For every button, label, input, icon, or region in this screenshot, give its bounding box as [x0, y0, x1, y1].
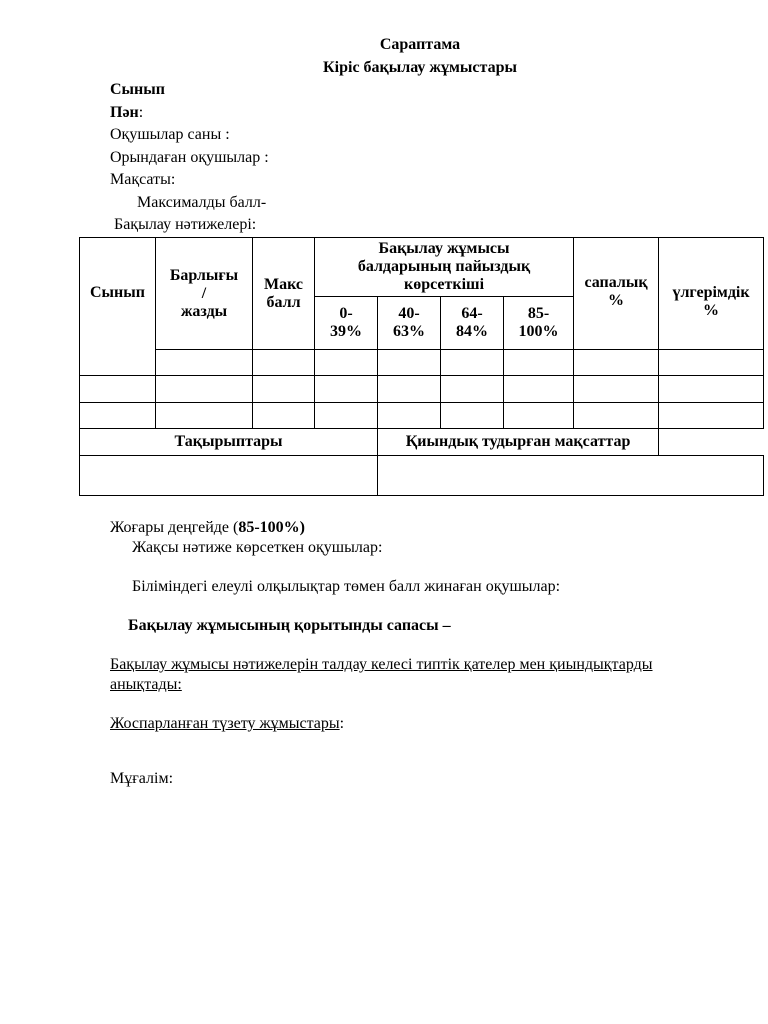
subject-colon: : [138, 104, 144, 121]
table-cell [659, 429, 764, 456]
table-cell[interactable] [504, 350, 574, 376]
range2-line1: 40- [398, 305, 420, 322]
table-cell[interactable] [441, 376, 504, 403]
header-max-line1: Макс [263, 275, 304, 293]
table-cell[interactable] [253, 403, 315, 429]
table-cell[interactable] [253, 376, 315, 403]
header-percentage-group [315, 238, 574, 297]
header-total [156, 238, 253, 350]
table-cell[interactable] [80, 376, 156, 403]
difficult-goals-cell[interactable] [378, 456, 764, 496]
header-total-line2: / [201, 284, 207, 302]
header-range-85-100 [504, 297, 574, 350]
difficult-goals-header: Қиындық тудырған мақсаттар [378, 429, 659, 456]
header-max-score [253, 238, 315, 350]
header-total-line1: Барлығы [169, 266, 239, 284]
header-quality [574, 238, 659, 350]
table-cell[interactable] [441, 403, 504, 429]
range3-line1: 64- [461, 305, 483, 322]
table-cell[interactable] [378, 403, 441, 429]
teacher-label: Мұғалім: [110, 770, 174, 787]
table-cell[interactable] [504, 403, 574, 429]
good-result-label: Жақсы нәтиже көрсеткен оқушылар: [132, 539, 383, 556]
table-cell[interactable] [659, 403, 764, 429]
table-cell[interactable] [315, 376, 378, 403]
document-subtitle: Кіріс бақылау жұмыстары [323, 59, 517, 76]
final-quality-label: Бақылау жұмысының қорытынды сапасы – [128, 617, 451, 634]
high-level-range: 85-100%) [238, 519, 305, 536]
results-table [79, 237, 764, 496]
class-label: Сынып [110, 81, 165, 98]
table-row [80, 376, 764, 403]
header-progress [659, 238, 764, 350]
analysis-line1: Бақылау жұмысы нәтижелерін талдау келесі типтік қателер мен қиындықтарды [110, 656, 653, 673]
table-cell[interactable] [574, 403, 659, 429]
max-score-label: Максималды балл- [137, 194, 267, 211]
gaps-label: Біліміндегі елеулі олқылықтар төмен балл жинаған оқушылар: [132, 578, 561, 595]
header-range-64-84 [441, 297, 504, 350]
topics-cell[interactable] [80, 456, 378, 496]
range4-line2: 100% [518, 323, 559, 340]
students-count-label: Оқушылар саны : [110, 126, 230, 143]
header-range-40-63 [378, 297, 441, 350]
header-total-line3: жазды [180, 302, 228, 320]
high-level-line [110, 518, 305, 538]
corrective-line [110, 714, 344, 734]
high-level-prefix: Жоғары деңгейде ( [110, 519, 239, 536]
table-row [80, 350, 764, 376]
header-range-0-39 [315, 297, 378, 350]
table-cell[interactable] [315, 350, 378, 376]
table-cell[interactable] [156, 350, 253, 376]
table-cell[interactable] [441, 350, 504, 376]
header-progress-line2: % [703, 302, 720, 319]
table-row [80, 403, 764, 429]
table-cell[interactable] [253, 350, 315, 376]
table-cell[interactable] [315, 403, 378, 429]
document-title: Сараптама [379, 36, 461, 53]
table-cell[interactable] [156, 403, 253, 429]
header-quality-line1: сапалық [584, 274, 648, 291]
range1-line1: 0- [339, 305, 353, 322]
table-cell[interactable] [659, 376, 764, 403]
group-line2: балдарының пайыздық [357, 258, 531, 275]
table-cell[interactable] [156, 376, 253, 403]
table-cell[interactable] [378, 376, 441, 403]
table-cell[interactable] [504, 376, 574, 403]
topics-header: Тақырыптары [80, 429, 378, 456]
goals-label: Мақсаты: [110, 171, 176, 188]
header-max-line2: балл [266, 293, 301, 311]
group-line3: көрсеткіші [404, 276, 485, 293]
header-class: Сынып [80, 238, 156, 376]
header-quality-line2: % [608, 292, 625, 309]
analysis-line2: анықтады: [110, 676, 182, 693]
table-cell[interactable] [574, 350, 659, 376]
group-line1: Бақылау жұмысы [378, 240, 510, 257]
range4-line1: 85- [527, 305, 550, 322]
corrective-colon: : [339, 715, 345, 732]
results-label: Бақылау нәтижелері: [114, 216, 257, 233]
completed-students-label: Орындаған оқушылар : [110, 149, 269, 166]
header-progress-line1: үлгерімдік [672, 284, 750, 301]
subject-label: Пән [110, 104, 139, 121]
range2-line2: 63% [393, 323, 425, 340]
table-cell[interactable] [378, 350, 441, 376]
table-cell[interactable] [80, 403, 156, 429]
range1-line2: 39% [330, 323, 362, 340]
range3-line2: 84% [456, 323, 488, 340]
corrective-label: Жоспарланған түзету жұмыстары [110, 715, 340, 732]
subject-line [110, 103, 143, 123]
table-cell[interactable] [659, 350, 764, 376]
table-cell[interactable] [574, 376, 659, 403]
